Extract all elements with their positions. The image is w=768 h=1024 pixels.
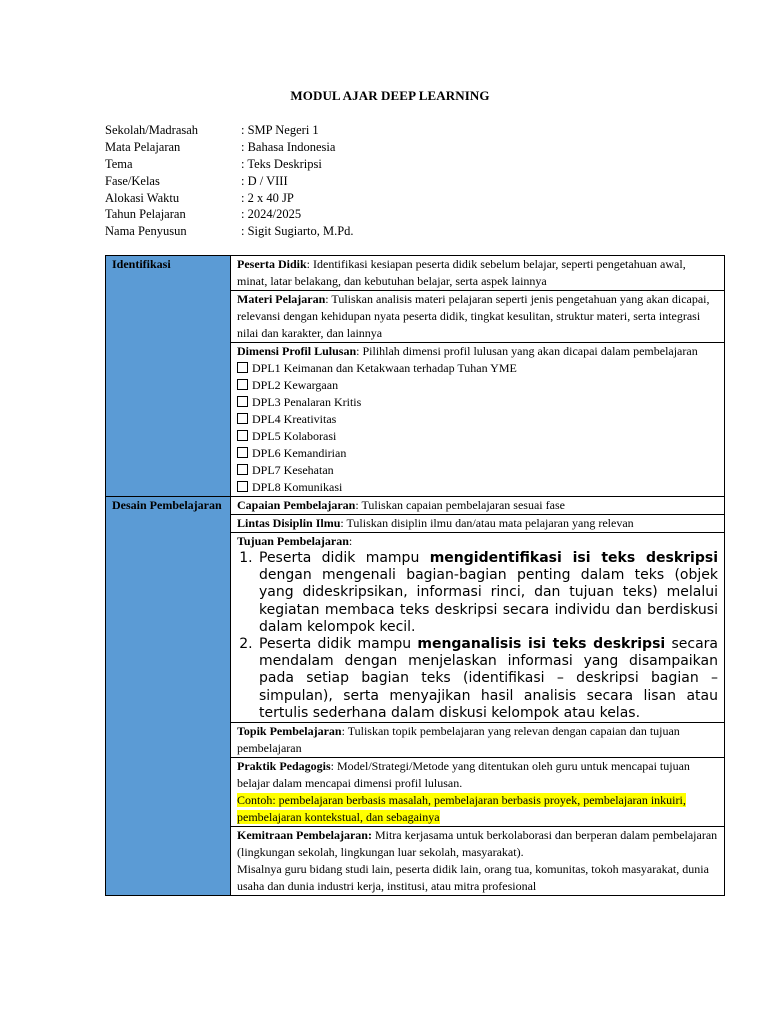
info-row-fase — [105, 173, 354, 190]
info-value: : SMP Negeri 1 — [241, 123, 319, 137]
capaian-text: : Tuliskan capaian pembelajaran sesuai fase — [355, 498, 565, 512]
dpl-option[interactable] — [237, 377, 718, 394]
dpl-option-label: DPL4 Kreativitas — [252, 412, 337, 426]
info-label: Mata Pelajaran — [105, 139, 181, 154]
info-label: Alokasi Waktu — [105, 190, 180, 205]
empty-checkbox-icon[interactable] — [237, 379, 248, 390]
dpl-option-label: DPL7 Kesehatan — [252, 463, 334, 477]
lintas-disiplin-cell — [231, 515, 725, 533]
dpl-option-label: DPL2 Kewargaan — [252, 378, 339, 392]
module-info — [105, 122, 354, 240]
topik-text: : Tuliskan topik pembelajaran yang relevan dengan capaian dan tujuan pembelajaran — [237, 724, 680, 756]
kemitraan-cell — [231, 827, 725, 896]
praktik-pedagogis-text: : Model/Strategi/Metode yang ditentukan oleh guru untuk mencapai tujuan belajar dalam mencapai dimensi profil lulusan. — [237, 759, 690, 791]
empty-checkbox-icon[interactable] — [237, 447, 248, 458]
dpl-option-label: DPL1 Keimanan dan Ketakwaan terhadap Tuhan YME — [252, 361, 517, 375]
info-value: : Sigit Sugiarto, M.Pd. — [241, 224, 354, 239]
list-item — [257, 550, 718, 636]
info-label: Tahun Pelajaran — [105, 207, 186, 222]
dpl-option-label: DPL5 Kolaborasi — [252, 429, 337, 443]
info-value: : Bahasa Indonesia — [241, 139, 336, 154]
info-label: Fase/Kelas — [105, 173, 160, 188]
tujuan-label: Tujuan Pembelajaran — [237, 534, 349, 548]
table-row — [106, 256, 725, 291]
materi-pelajaran-text: : Tuliskan analisis materi pelajaran seperti jenis pengetahuan yang akan dicapai, relevansi dengan kehidupan nyata peserta didik, tingkat kesulitan, struktur materi, serta integrasi nilai dan karakter, dan lainnya — [237, 292, 710, 340]
info-row-alokasi — [105, 190, 354, 207]
dpl-option[interactable] — [237, 360, 718, 377]
lintas-disiplin-text: : Tuliskan disiplin ilmu dan/atau mata pelajaran yang relevan — [340, 516, 634, 530]
empty-checkbox-icon[interactable] — [237, 430, 248, 441]
dpl-option[interactable] — [237, 445, 718, 462]
tujuan-list — [237, 550, 718, 722]
info-row-tema — [105, 156, 354, 173]
dpl-option[interactable] — [237, 411, 718, 428]
info-row-sekolah — [105, 122, 354, 139]
kemitraan-label: Kemitraan Pembelajaran: — [237, 828, 372, 843]
dpl-option[interactable] — [237, 428, 718, 445]
tujuan-item-pre: Peserta didik mampu — [259, 550, 430, 566]
info-row-penyusun — [105, 223, 354, 240]
module-table — [105, 255, 725, 896]
praktik-example — [237, 792, 718, 826]
kemitraan-intro — [237, 827, 718, 861]
section-desain-pembelajaran: Desain Pembelajaran — [106, 497, 231, 896]
lintas-disiplin-label: Lintas Disiplin Ilmu — [237, 516, 341, 530]
dpl-option-label: DPL6 Kemandirian — [252, 446, 347, 460]
capaian-cell — [231, 497, 725, 515]
tujuan-item-post: dengan mengenali bagian-bagian penting dalam teks (objek yang dideskripsikan, informasi rinci, dan tujuan teks) melalui kegiatan membaca teks deskripsi secara individu dan berdiskusi dalam kelompok kecil. — [259, 567, 718, 635]
dimensi-profil-text: : Pilihlah dimensi profil lulusan yang akan dicapai dalam pembelajaran — [356, 344, 698, 358]
kemitraan-text: Mitra kerjasama untuk berkolaborasi dan berperan dalam pembelajaran (lingkungan sekolah, lingkungan luar sekolah, masyarakat). — [237, 828, 718, 860]
topik-label: Topik Pembelajaran — [237, 724, 342, 739]
peserta-didik-cell — [231, 256, 725, 291]
info-value: : 2024/2025 — [241, 207, 302, 222]
document-title: MODUL AJAR DEEP LEARNING — [290, 88, 490, 103]
info-row-mapel — [105, 139, 354, 156]
praktik-pedagogis-label: Praktik Pedagogis — [237, 759, 331, 774]
empty-checkbox-icon[interactable] — [237, 413, 248, 424]
tujuan-heading — [237, 533, 718, 550]
dpl-option[interactable] — [237, 394, 718, 411]
tujuan-item-bold: mengidentifikasi isi teks deskripsi — [429, 550, 718, 566]
dimensi-profil-intro — [237, 343, 718, 360]
info-value: : Teks Deskripsi — [241, 156, 322, 171]
praktik-pedagogis-cell — [231, 758, 725, 827]
table-row — [106, 497, 725, 515]
tujuan-item-post: secara mendalam dengan menjelaskan informasi yang disampaikan pada setiap bagian teks (identifikasi – deskripsi bagian – simpulan), serta menyajikan hasil analisis secara lisan atau tertulis sederhana dalam diskusi kelompok atau kelas. — [259, 636, 718, 721]
tujuan-colon: : — [348, 534, 353, 548]
praktik-pedagogis-intro — [237, 758, 718, 792]
info-label: Tema — [105, 156, 133, 171]
tujuan-item-bold: menganalisis isi teks deskripsi — [417, 636, 666, 653]
info-value: : 2 x 40 JP — [241, 190, 294, 205]
info-row-tahun — [105, 206, 354, 223]
info-label: Nama Penyusun — [105, 224, 187, 239]
kemitraan-example: Misalnya guru bidang studi lain, peserta didik lain, orang tua, komunitas, tokoh masyarakat, dunia usaha dan dunia industri kerja, institusi, atau mitra profesional — [237, 862, 709, 894]
list-item — [257, 636, 718, 722]
peserta-didik-label: Peserta Didik — [237, 257, 307, 271]
info-label: Sekolah/Madrasah — [105, 123, 199, 137]
dpl-option[interactable] — [237, 479, 718, 496]
tujuan-item-pre: Peserta didik mampu — [259, 636, 418, 653]
materi-pelajaran-cell — [231, 291, 725, 343]
dpl-option-label: DPL8 Komunikasi — [252, 480, 343, 494]
capaian-label: Capaian Pembelajaran — [237, 498, 356, 512]
empty-checkbox-icon[interactable] — [237, 481, 248, 492]
highlighted-example: Contoh: pembelajaran berbasis masalah, pembelajaran berbasis proyek, pembelajaran inkuiri, pembelajaran kontekstual, dan sebagainya — [237, 793, 686, 825]
dimensi-profil-label: Dimensi Profil Lulusan — [237, 344, 357, 358]
dpl-option-label: DPL3 Penalaran Kritis — [252, 395, 362, 409]
peserta-didik-text: : Identifikasi kesiapan peserta didik sebelum belajar, seperti pengetahuan awal, minat, latar belakang, dan kebutuhan belajar, serta aspek lainnya — [237, 257, 686, 288]
materi-pelajaran-label: Materi Pelajaran — [237, 292, 326, 306]
dpl-option[interactable] — [237, 462, 718, 479]
dimensi-profil-cell — [231, 343, 725, 497]
section-identifikasi: Identifikasi — [106, 256, 231, 497]
empty-checkbox-icon[interactable] — [237, 362, 248, 373]
empty-checkbox-icon[interactable] — [237, 396, 248, 407]
empty-checkbox-icon[interactable] — [237, 464, 248, 475]
info-value: : D / VIII — [241, 173, 288, 188]
topik-cell — [231, 723, 725, 758]
tujuan-cell — [231, 533, 725, 723]
